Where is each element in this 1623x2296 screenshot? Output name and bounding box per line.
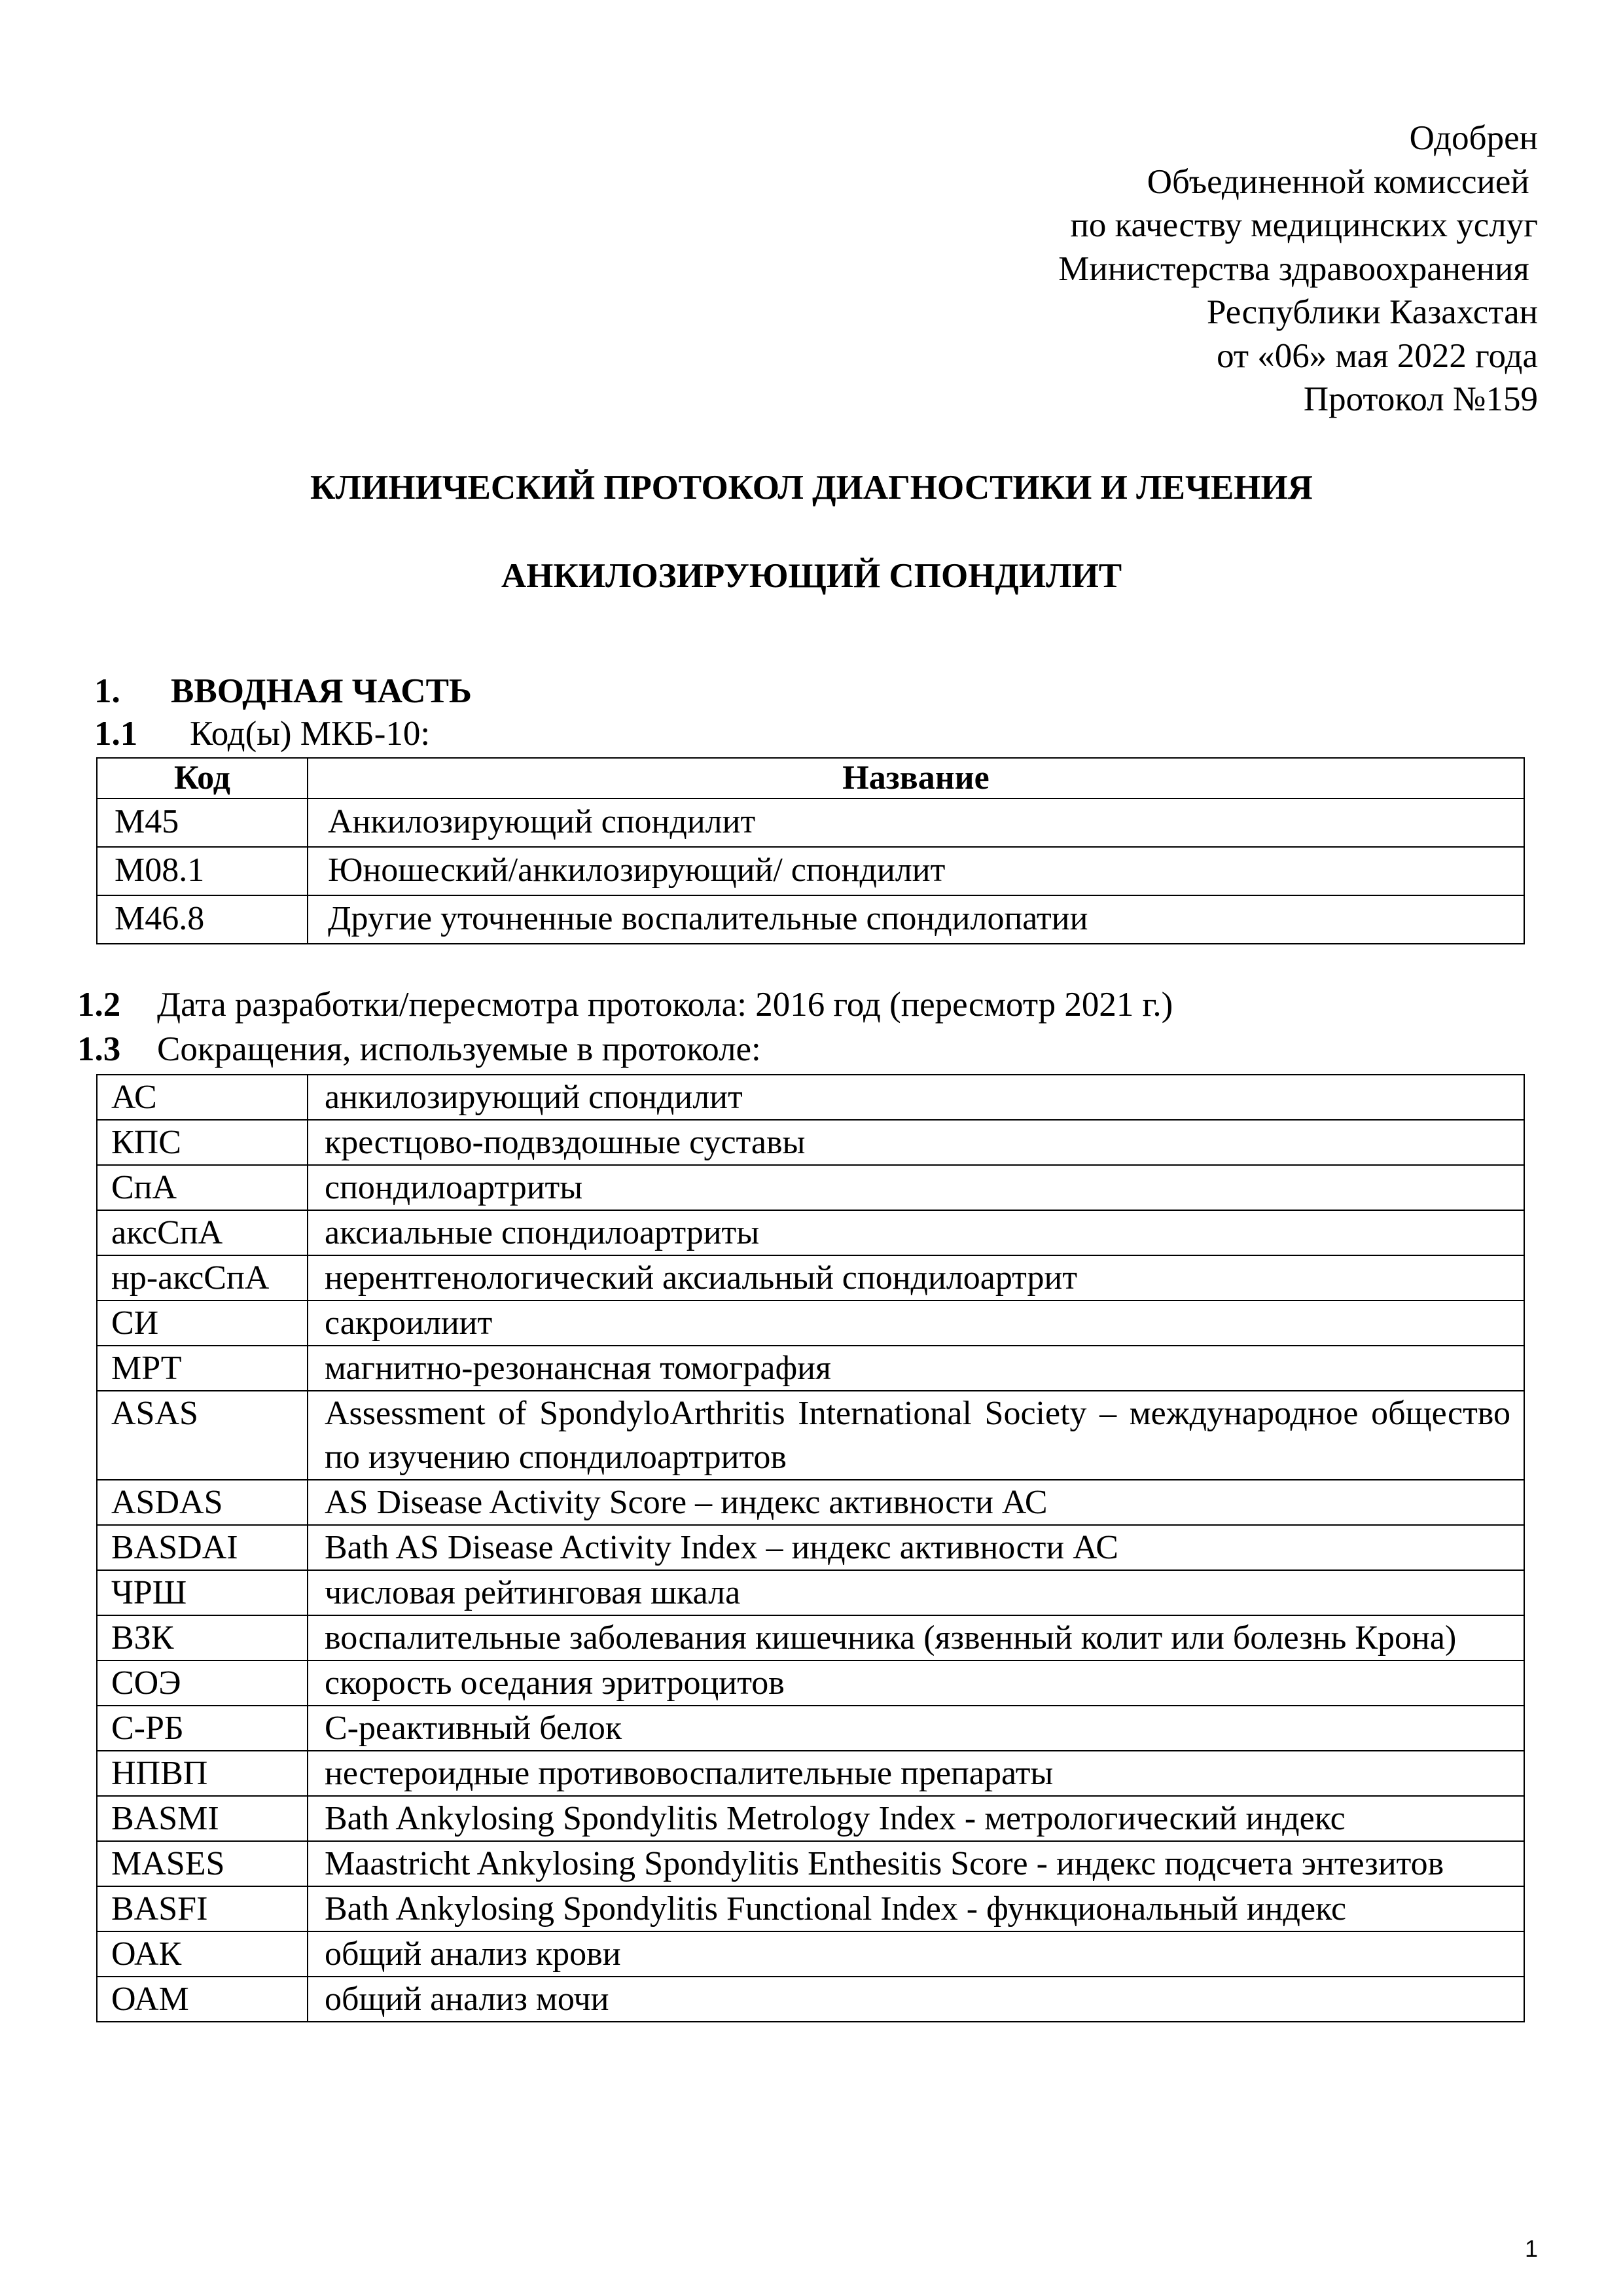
table-row: [97, 1886, 1524, 1931]
table-row: [97, 1120, 1524, 1165]
abbreviation-definition: Assessment of SpondyloArthritis International Society – международное общество по изучению спондилоартритов: [308, 1391, 1524, 1480]
approval-line: Одобрен: [1409, 119, 1538, 157]
approval-line: Республики Казахстан: [1207, 293, 1538, 331]
table-row: [97, 1931, 1524, 1977]
abbreviation-term: ЧРШ: [97, 1570, 308, 1615]
abbreviation-term: BASDAI: [97, 1525, 308, 1570]
abbreviation-term: КПС: [97, 1120, 308, 1165]
table-row: [97, 1751, 1524, 1796]
abbreviation-definition: нерентгенологический аксиальный спондилоартрит: [308, 1255, 1524, 1300]
icd-table-header: [97, 758, 1524, 798]
icd-heading: [94, 714, 430, 753]
approval-block: [753, 117, 1538, 422]
approval-line: Министерства здравоохранения: [1058, 249, 1538, 288]
abbreviation-definition: воспалительные заболевания кишечника (язвенный колит или болезнь Крона): [308, 1615, 1524, 1660]
abbreviation-definition: сакроилиит: [308, 1300, 1524, 1346]
abbreviation-definition: AS Disease Activity Score – индекс активности АС: [308, 1480, 1524, 1525]
abbreviation-definition: С-реактивный белок: [308, 1706, 1524, 1751]
abbreviation-term: СпА: [97, 1165, 308, 1210]
revision-number: 1.2: [77, 986, 121, 1024]
abbreviation-definition: скорость оседания эритроцитов: [308, 1660, 1524, 1706]
abbreviations-number: 1.3: [77, 1030, 121, 1068]
table-row: [97, 1660, 1524, 1706]
abbreviation-term: ASAS: [97, 1391, 308, 1480]
approval-line: Протокол №159: [1303, 380, 1538, 418]
table-row: [97, 847, 1524, 895]
approval-line: от «06» мая 2022 года: [1217, 336, 1538, 375]
table-row: [97, 1300, 1524, 1346]
table-row: [97, 1570, 1524, 1615]
table-row: [97, 1210, 1524, 1255]
abbreviation-term: ОАК: [97, 1931, 308, 1977]
abbreviation-term: MASES: [97, 1841, 308, 1886]
abbreviation-term: АС: [97, 1075, 308, 1120]
icd-label: Код(ы) МКБ-10:: [190, 715, 431, 753]
page-number: 1: [1524, 2235, 1538, 2262]
abbreviation-term: ВЗК: [97, 1615, 308, 1660]
abbreviation-definition: числовая рейтинговая шкала: [308, 1570, 1524, 1615]
icd-code: M08.1: [97, 847, 308, 895]
abbreviation-term: BASFI: [97, 1886, 308, 1931]
abbreviation-definition: Bath Ankylosing Spondylitis Functional Index - функциональный индекс: [308, 1886, 1524, 1931]
abbreviations-label: Сокращения, используемые в протоколе:: [157, 1030, 761, 1068]
table-row: [97, 1841, 1524, 1886]
abbreviation-definition: Maastricht Ankylosing Spondylitis Enthesitis Score - индекс подсчета энтезитов: [308, 1841, 1524, 1886]
abbreviation-definition: аксиальные спондилоартриты: [308, 1210, 1524, 1255]
abbreviation-definition: анкилозирующий спондилит: [308, 1075, 1524, 1120]
icd-name: Юношеский/анкилозирующий/ спондилит: [308, 847, 1524, 895]
section-title: ВВОДНАЯ ЧАСТЬ: [171, 672, 472, 710]
abbreviation-definition: магнитно-резонансная томография: [308, 1346, 1524, 1391]
table-row: [97, 1346, 1524, 1391]
table-row: [97, 895, 1524, 944]
table-row: [97, 1706, 1524, 1751]
table-row: [97, 1525, 1524, 1570]
table-row: [97, 1255, 1524, 1300]
abbreviations-table: [96, 1074, 1525, 2022]
abbreviation-term: СОЭ: [97, 1660, 308, 1706]
revision-heading: [77, 985, 1173, 1024]
icd-header-name: Название: [308, 758, 1524, 798]
section-number: 1.: [94, 672, 120, 710]
icd-header-code: Код: [97, 758, 308, 798]
icd-table: [96, 757, 1525, 944]
abbreviation-term: ASDAS: [97, 1480, 308, 1525]
icd-name: Анкилозирующий спондилит: [308, 798, 1524, 847]
abbreviation-term: С-РБ: [97, 1706, 308, 1751]
section-heading: [94, 672, 472, 711]
icd-number: 1.1: [94, 715, 138, 753]
abbreviation-term: нр-аксСпА: [97, 1255, 308, 1300]
abbreviation-term: ОАМ: [97, 1977, 308, 2022]
table-row: [97, 1977, 1524, 2022]
abbreviation-term: МРТ: [97, 1346, 308, 1391]
abbreviation-definition: Bath Ankylosing Spondylitis Metrology Index - метрологический индекс: [308, 1796, 1524, 1841]
table-row: [97, 1391, 1524, 1480]
abbreviation-term: СИ: [97, 1300, 308, 1346]
icd-code: M45: [97, 798, 308, 847]
document-title: КЛИНИЧЕСКИЙ ПРОТОКОЛ ДИАГНОСТИКИ И ЛЕЧЕНИЯ: [310, 469, 1313, 507]
icd-name: Другие уточненные воспалительные спондилопатии: [308, 895, 1524, 944]
table-row: [97, 1796, 1524, 1841]
abbreviation-definition: общий анализ мочи: [308, 1977, 1524, 2022]
table-row: [97, 1480, 1524, 1525]
revision-label: Дата разработки/пересмотра протокола: 2016 год (пересмотр 2021 г.): [157, 986, 1173, 1024]
abbreviation-term: НПВП: [97, 1751, 308, 1796]
abbreviation-definition: Bath AS Disease Activity Index – индекс активности АС: [308, 1525, 1524, 1570]
abbreviation-term: аксСпА: [97, 1210, 308, 1255]
document-subtitle: АНКИЛОЗИРУЮЩИЙ СПОНДИЛИТ: [501, 557, 1122, 595]
abbreviation-term: BASMI: [97, 1796, 308, 1841]
abbreviations-heading: [77, 1030, 761, 1069]
approval-line: по качеству медицинских услуг: [1070, 206, 1538, 244]
table-row: [97, 1075, 1524, 1120]
abbreviation-definition: нестероидные противовоспалительные препараты: [308, 1751, 1524, 1796]
icd-code: M46.8: [97, 895, 308, 944]
abbreviation-definition: общий анализ крови: [308, 1931, 1524, 1977]
table-row: [97, 1165, 1524, 1210]
table-row: [97, 798, 1524, 847]
approval-line: Объединенной комиссией: [1147, 162, 1538, 201]
table-row: [97, 1615, 1524, 1660]
abbreviation-definition: спондилоартриты: [308, 1165, 1524, 1210]
abbreviation-definition: крестцово-подвздошные суставы: [308, 1120, 1524, 1165]
